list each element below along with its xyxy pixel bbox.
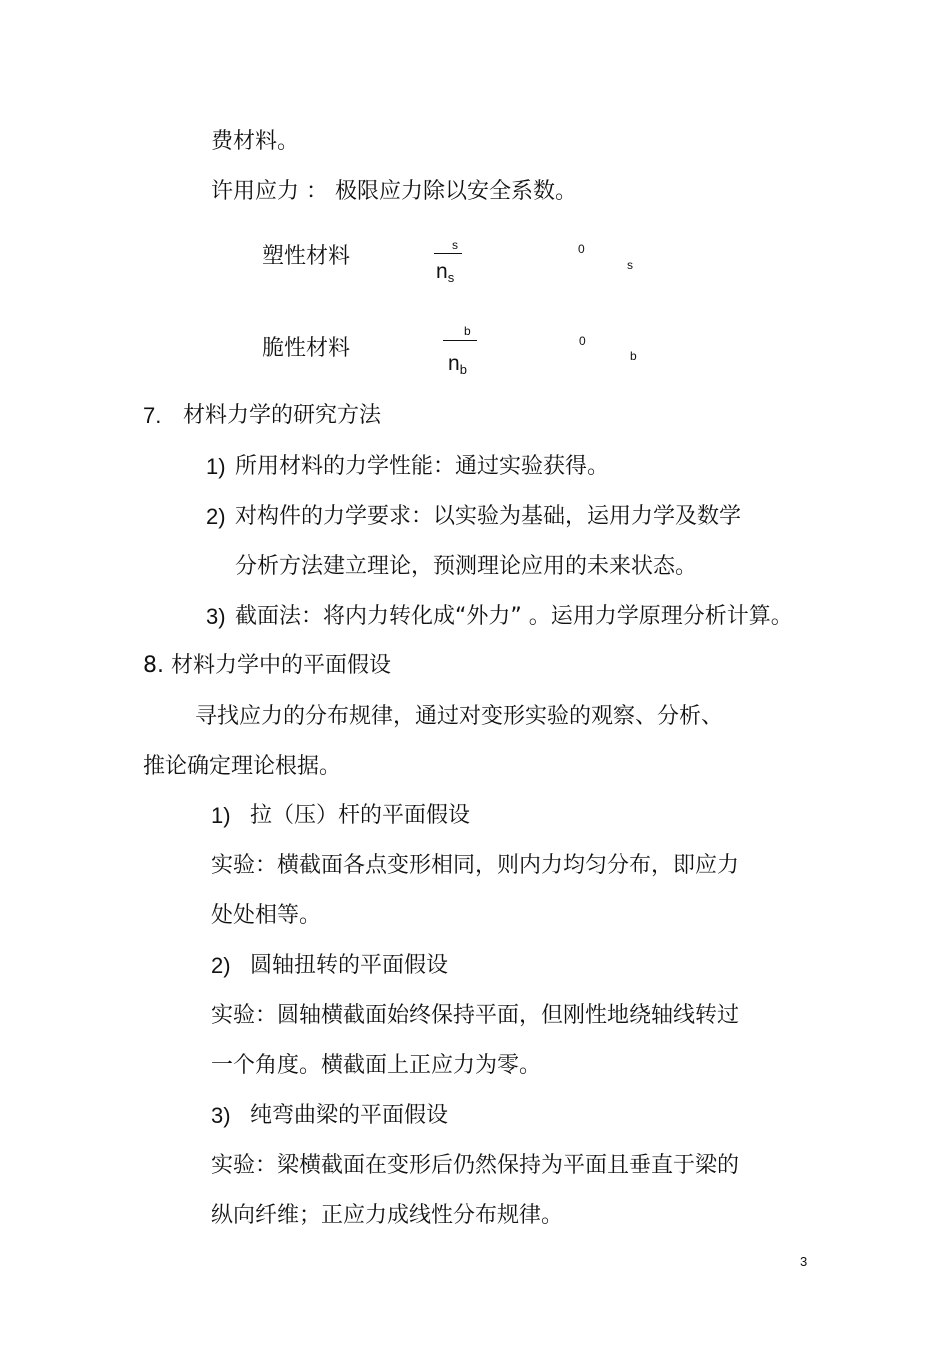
list-number: 1) (206, 454, 226, 479)
formula-zero: 0 (579, 334, 586, 348)
formula-subscript: s (627, 258, 633, 272)
formula-numerator: s (452, 238, 458, 252)
list-item: 截面法：将内力转化成“外力” 。运用力学原理分析计算。 (235, 604, 793, 629)
paragraph-line: 寻找应力的分布规律，通过对变形实验的观察、分析、 (195, 704, 724, 729)
page-number: 3 (800, 1254, 808, 1269)
formula-zero: 0 (578, 242, 585, 256)
subsection-title: 拉（压）杆的平面假设 (250, 803, 471, 828)
list-item: 所用材料的力学性能：通过实验获得。 (235, 454, 610, 479)
formula-denominator: $n_b$ (448, 352, 467, 377)
list-number: 1) (211, 803, 231, 828)
list-number: 3) (206, 604, 226, 629)
list-number: 2) (206, 504, 226, 529)
subsection-title: 圆轴扭转的平面假设 (250, 953, 449, 978)
section-number: 7. (143, 403, 162, 428)
experiment-text: 实验：横截面各点变形相同，则内力均匀分布，即应力 (211, 853, 740, 878)
experiment-text: 实验：梁横截面在变形后仍然保持为平面且垂直于梁的 (211, 1153, 740, 1178)
experiment-text: 处处相等。 (211, 903, 322, 928)
text-line: 费材料。 (211, 129, 300, 154)
list-number: 2) (211, 953, 231, 978)
list-item-continuation: 分析方法建立理论，预测理论应用的未来状态。 (235, 554, 698, 579)
formula-denominator: $n_s$ (436, 260, 455, 285)
experiment-text: 纵向纤维；正应力成线性分布规律。 (211, 1203, 564, 1228)
formula-label: 塑性材料 (262, 244, 351, 269)
list-item: 对构件的力学要求：以实验为基础，运用力学及数学 (235, 504, 742, 529)
experiment-text: 实验：圆轴横截面始终保持平面，但刚性地绕轴线转过 (211, 1003, 740, 1028)
subsection-title: 纯弯曲梁的平面假设 (250, 1103, 449, 1128)
allowable-stress-definition: 许用应力 ： 极限应力除以安全系数。 (211, 179, 577, 204)
fraction-bar (434, 253, 462, 254)
experiment-text: 一个角度。横截面上正应力为零。 (211, 1053, 542, 1078)
formula-numerator: b (464, 324, 471, 338)
section-title: 材料力学的研究方法 (183, 403, 382, 428)
formula-subscript: b (630, 349, 637, 363)
list-number: 3) (211, 1103, 231, 1128)
paragraph-line: 推论确定理论根据。 (143, 754, 342, 779)
section-title: 8. 材料力学中的平面假设 (143, 653, 391, 678)
fraction-bar (443, 340, 477, 341)
formula-label: 脆性材料 (262, 336, 351, 361)
